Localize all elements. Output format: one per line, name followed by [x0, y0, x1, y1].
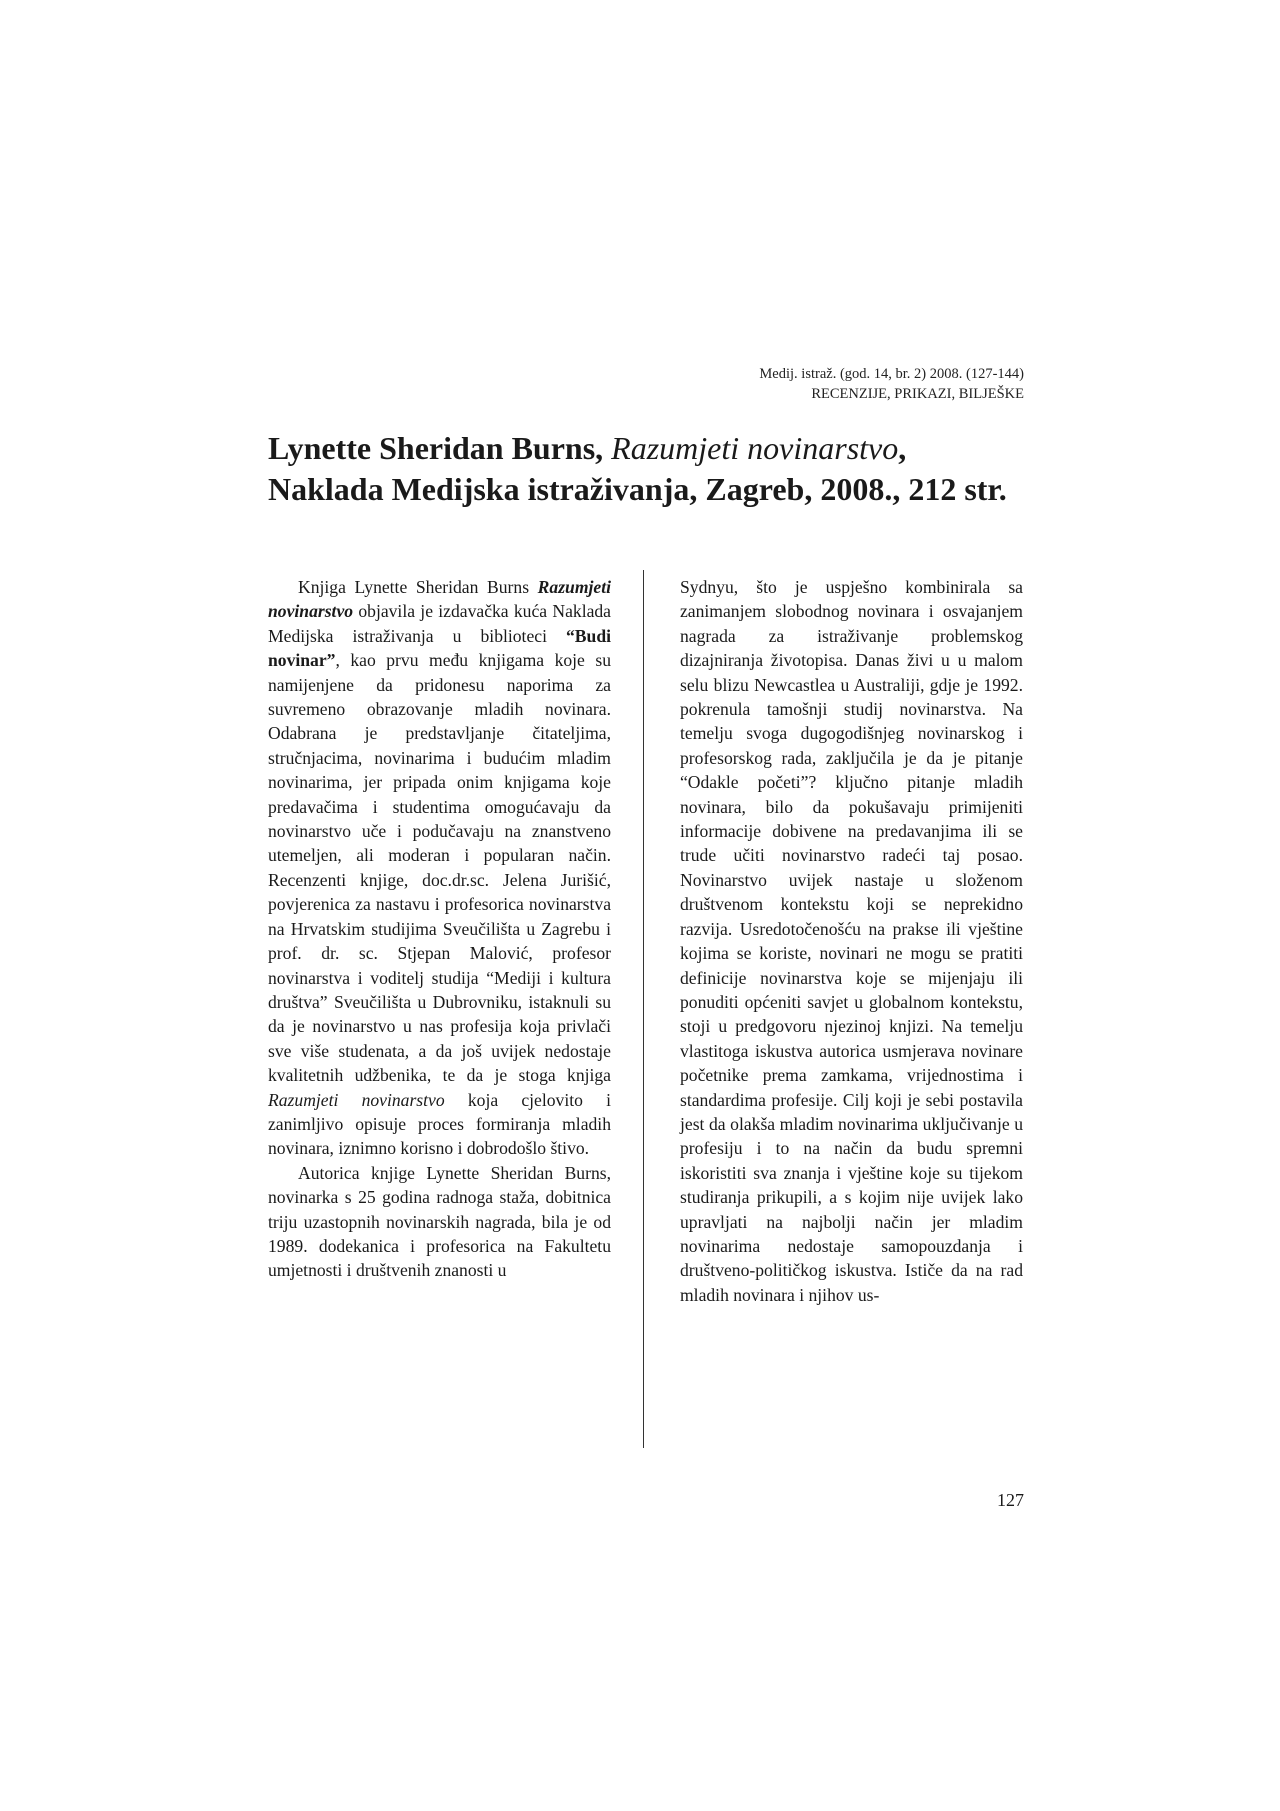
- journal-citation: Medij. istraž. (god. 14, br. 2) 2008. (127-144): [759, 366, 1024, 382]
- title-author: Lynette Sheridan Burns,: [268, 430, 604, 466]
- paragraph: Knjiga Lynette Sheridan Burns Razumjeti novinarstvo objavila je izdavačka kuća Naklada Medijska istraživanja u biblioteci “Budi novinar”, kao prvu među knjigama koje su namijenjene da pridonesu naporima za suvremeno obrazovanje mladih novinara. Odabrana je predstavljanje čitateljima, stručnjacima, novinarima i budućim mladim novinarima, jer pripada onim knjigama koje predavačima i studentima omogućavaju da novinarstvo uče i podučavaju na znanstveno utemeljen, ali moderan i popularan način. Recenzenti knjige, doc.dr.sc. Jelena Jurišić, povjerenica za nastavu i profesorica novinarstva na Hrvatskim studijima Sveučilišta u Zagrebu i prof. dr. sc. Stjepan Malović, profesor novinarstva i voditelj studija “Mediji i kultura društva” Sveučilišta u Dubrovniku, istaknuli su da je novinarstvo u nas profesija koja privlači sve više studenata, a da još uvijek nedostaje kvalitetnih udžbenika, te da je stoga knjiga Razumjeti novinarstvo koja cjelovito i zanimljivo opisuje proces formiranja mladih novinara, iznimno korisno i dobrodošlo štivo.: [268, 577, 612, 1159]
- series-name: “Budi novinar”: [268, 625, 611, 671]
- left-column: [268, 575, 611, 1283]
- book-title-inline: Razumjeti novinarstvo: [268, 1089, 445, 1110]
- review-title: [268, 428, 1028, 510]
- page-number: 127: [997, 1490, 1024, 1510]
- running-header: [759, 364, 1024, 404]
- title-publisher: , Naklada Medijska istraživanja, Zagreb, 2008., 212 str.: [268, 430, 1007, 507]
- column-divider: [643, 570, 644, 1448]
- paragraph: Autorica knjige Lynette Sheridan Burns, novinarka s 25 godina radnoga staža, dobitnica triju uzastopnih novinarskih nagrada, bila je od 1989. dodekanica i profesorica na Fakultetu umjetnosti i društvenih znanosti u: [268, 1162, 611, 1281]
- section-name: RECENZIJE, PRIKAZI, BILJEŠKE: [811, 386, 1024, 402]
- title-book: Razumjeti novinarstvo: [611, 430, 899, 466]
- paragraph: Sydnyu, što je uspješno kombinirala sa zanimanjem slobodnog novinara i osvajanjem nagrada za istraživanje problemskog dizajniranja životopisa. Danas živi u u malom selu blizu Newcastlea u Australiji, gdje je 1992. pokrenula tamošnji studij novinarstva. Na temelju svoga dugogodišnjeg novinarskog i profesorskog rada, zaključila je da je pitanje “Odakle početi”? ključno pitanje mladih novinara, bilo da pokušavaju primijeniti informacije dobivene na predavanjima ili se trude učiti novinarstvo radeći taj posao. Novinarstvo uvijek nastaje u složenom društvenom kontekstu koji se neprekidno razvija. Usredotočenošću na prakse ili vještine kojima se koriste, novinari ne mogu se pratiti definicije novinarstva koje se mijenjaju ili ponuditi općeniti savjet u globalnom kontekstu, stoji u predgovoru njezinoj knjizi. Na temelju vlastitoga iskustva autorica usmjerava novinare početnike prema zamkama, vrijednostima i standardima profesije. Cilj koji je sebi postavila jest da olakša mladim novinarima uključivanje u profesiju i to na način da budu spremni iskoristiti sva znanja i vještine koje su tijekom studiranja prikupili, a s kojim nije uvijek lako upravljati na najbolji način jer mladim novinarima nedostaje samopouzdanja i društveno-političkog iskustva. Ističe da na rad mladih novinara i njihov us-: [680, 577, 1023, 1305]
- book-title-inline: Razumjeti novinarstvo: [268, 577, 611, 622]
- right-column: [680, 575, 1023, 1307]
